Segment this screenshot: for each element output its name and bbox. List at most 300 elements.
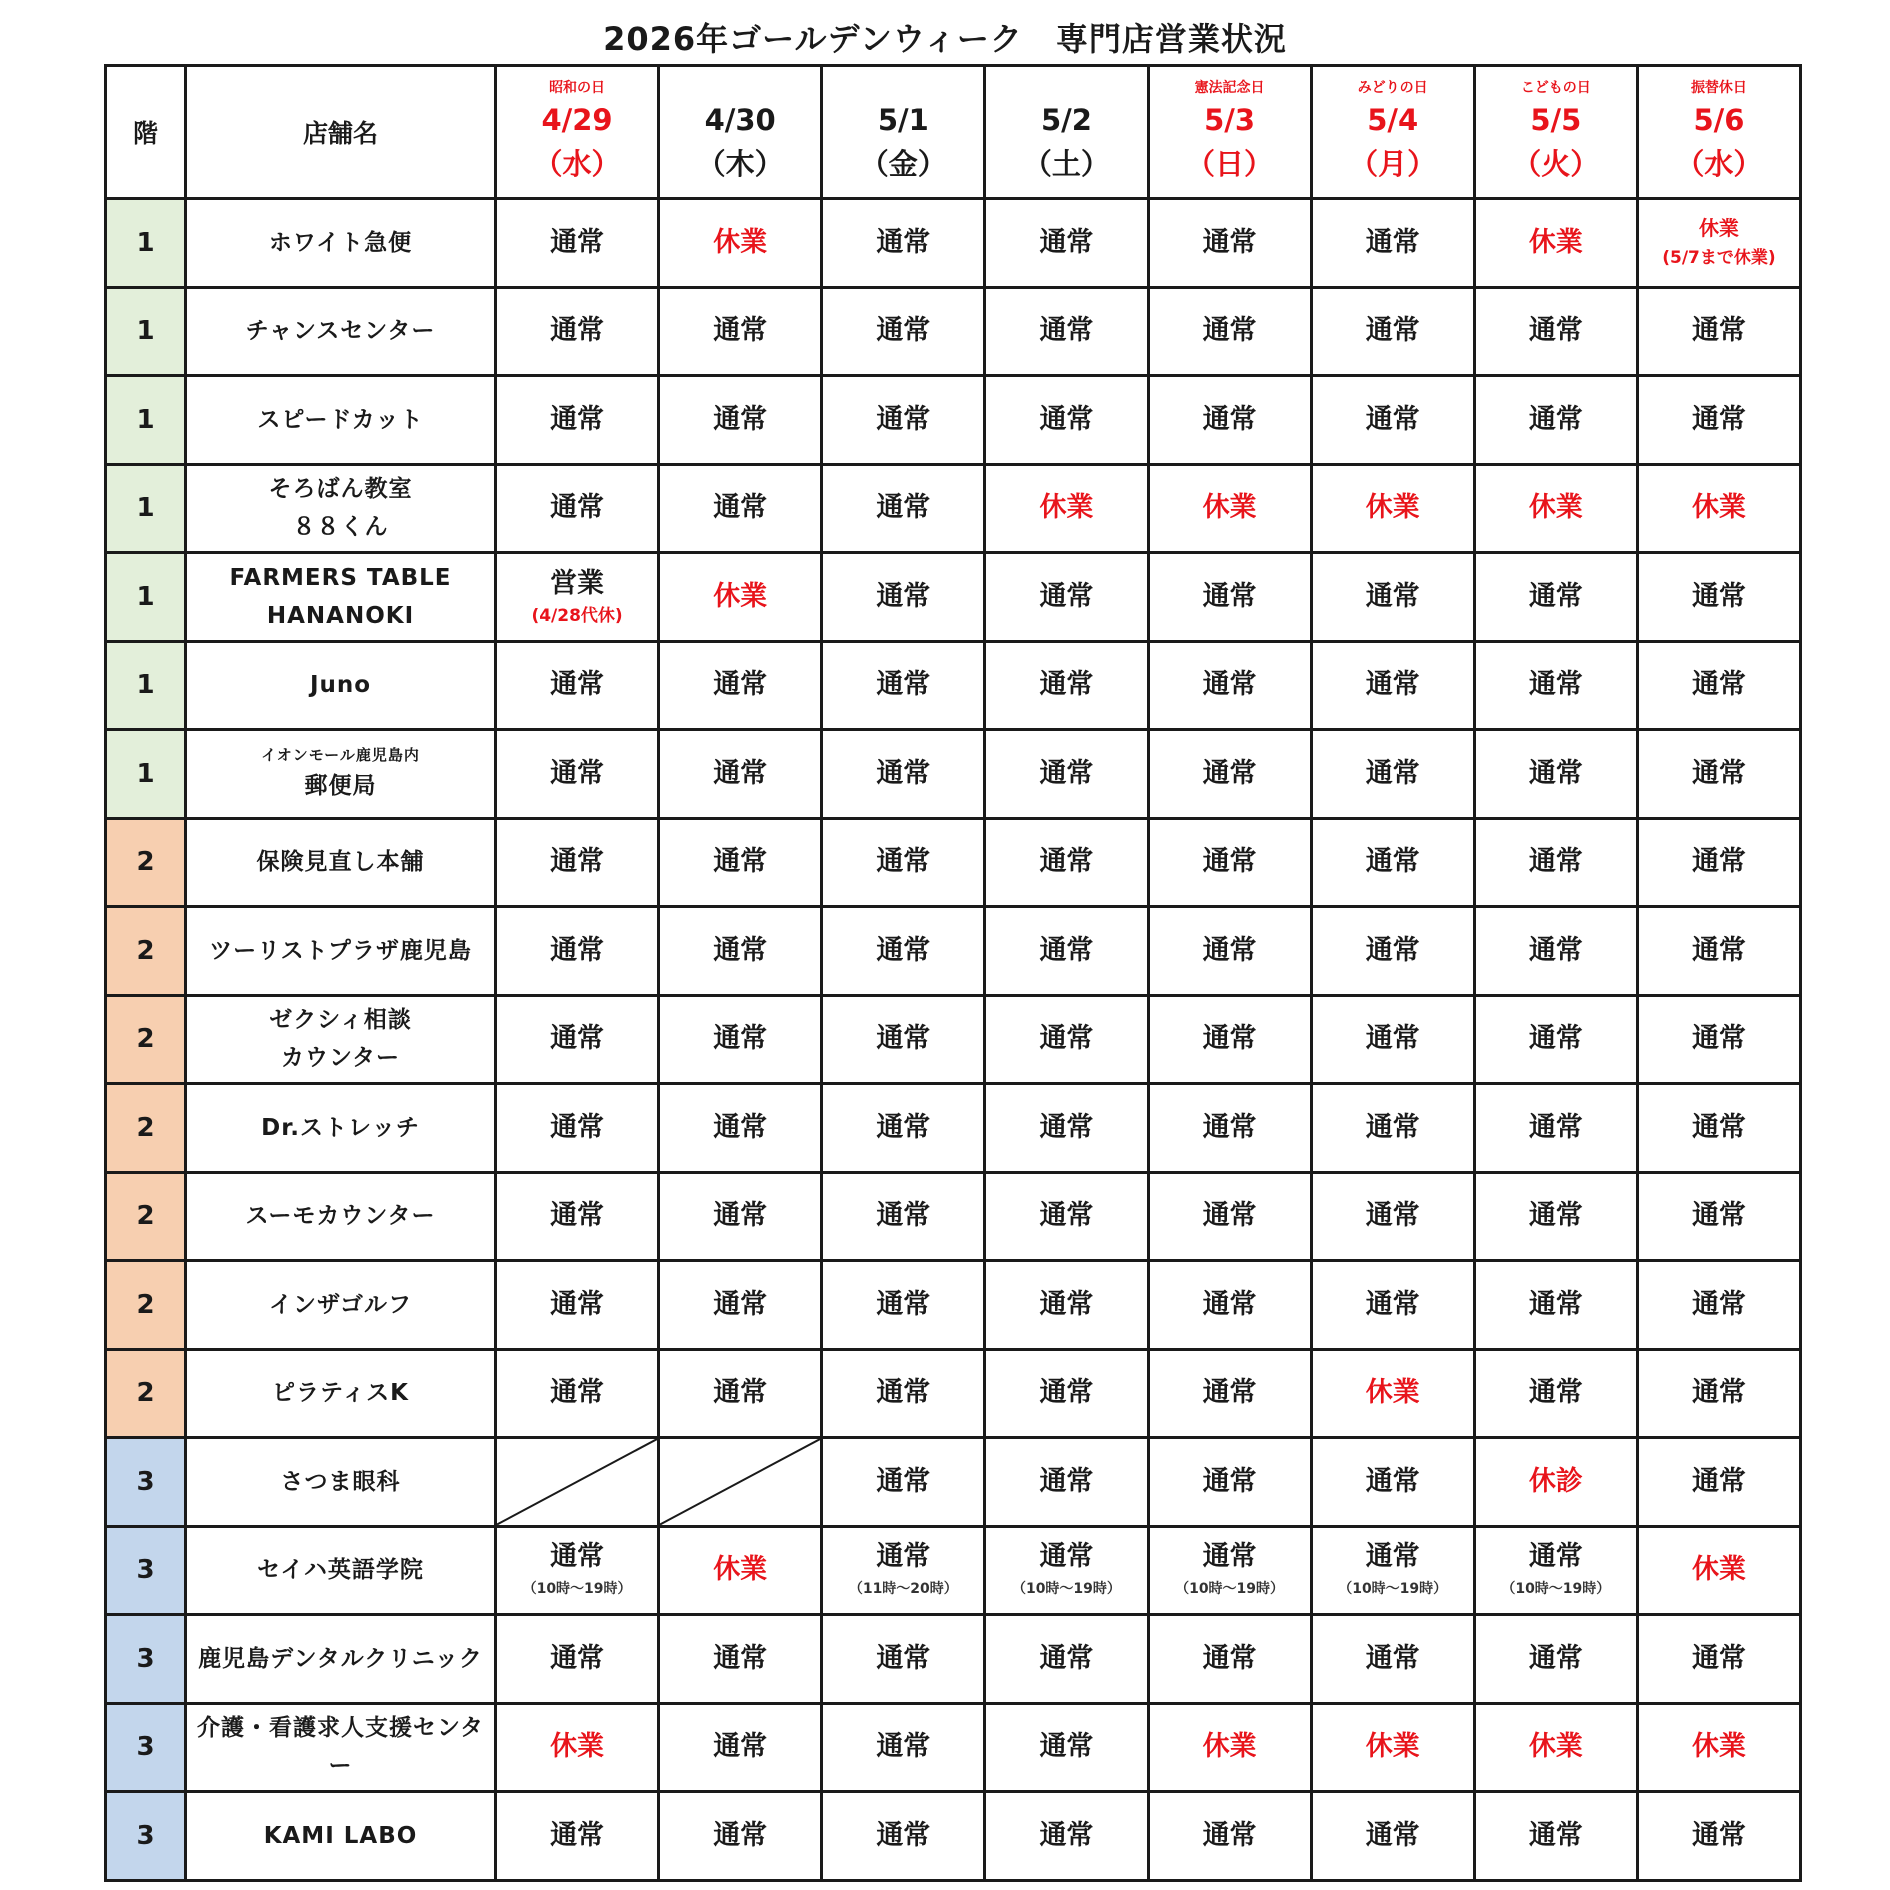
status-cell xyxy=(1474,641,1637,730)
status-text: 通常 xyxy=(876,1023,931,1055)
floor-cell: 3 xyxy=(106,1615,186,1704)
status-cell xyxy=(822,464,985,553)
status-text: 通常 xyxy=(713,1377,768,1409)
floor-cell: 2 xyxy=(106,1349,186,1438)
status-text: 通常 xyxy=(1691,1288,1746,1320)
status-text: 通常 xyxy=(550,1642,605,1674)
status-text: 通常 xyxy=(1202,580,1257,612)
status-text: 通常 xyxy=(1691,846,1746,878)
status-cell xyxy=(822,641,985,730)
status-text: 通常 xyxy=(713,492,768,524)
table-row xyxy=(106,287,1801,376)
floor-cell: 1 xyxy=(106,287,186,376)
status-text: 休業 xyxy=(1691,1731,1746,1763)
status-cell xyxy=(1474,1792,1637,1881)
status-text: 通常 xyxy=(1528,846,1583,878)
status-cell xyxy=(496,464,659,553)
status-cell xyxy=(822,1703,985,1792)
status-text: 通常 xyxy=(1691,669,1746,701)
floor-cell: 1 xyxy=(106,641,186,730)
status-cell xyxy=(985,1438,1148,1527)
status-text: 通常 xyxy=(876,315,931,347)
status-cell xyxy=(822,1261,985,1350)
date-header xyxy=(1148,66,1311,199)
status-text: 通常 xyxy=(1039,669,1094,701)
status-text: 通常 xyxy=(713,1288,768,1320)
status-cell xyxy=(822,1792,985,1881)
status-cell xyxy=(496,1261,659,1350)
store-name-cell xyxy=(186,199,496,288)
page-title: 2026年ゴールデンウィーク 専門店営業状況 xyxy=(603,20,1287,58)
store-name-cell xyxy=(186,1526,496,1615)
store-name-line: 郵便局 xyxy=(304,772,377,799)
status-text: 通常 xyxy=(1039,934,1094,966)
status-cell xyxy=(496,553,659,642)
floor-cell: 3 xyxy=(106,1526,186,1615)
status-note: （10時～19時） xyxy=(1338,1581,1448,1598)
status-cell xyxy=(1148,730,1311,819)
store-name-line: チャンスセンター xyxy=(245,318,436,345)
status-text: 通常 xyxy=(550,1200,605,1232)
table-row xyxy=(106,1172,1801,1261)
status-text: 通常 xyxy=(1039,1642,1094,1674)
status-text: 通常 xyxy=(713,934,768,966)
status-cell xyxy=(822,1349,985,1438)
status-text: 通常 xyxy=(1039,1731,1094,1763)
status-text: 休業 xyxy=(1691,492,1746,524)
status-text: 通常 xyxy=(1365,226,1420,258)
status-text: 通常 xyxy=(1691,1465,1746,1497)
status-text: 通常 xyxy=(1202,1465,1257,1497)
status-text: 通常 xyxy=(1202,1377,1257,1409)
floor-cell: 2 xyxy=(106,995,186,1084)
status-text: 通常 xyxy=(713,846,768,878)
status-text: 通常 xyxy=(876,403,931,435)
status-text: 通常 xyxy=(1039,1377,1094,1409)
status-text: 通常 xyxy=(1365,315,1420,347)
date-label: 5/2 xyxy=(1040,103,1092,137)
status-cell xyxy=(1474,1261,1637,1350)
status-text: 通常 xyxy=(1039,1465,1094,1497)
status-cell xyxy=(1474,1349,1637,1438)
status-cell xyxy=(985,730,1148,819)
status-cell xyxy=(1311,1172,1474,1261)
status-text: 休業 xyxy=(1691,1554,1746,1586)
table-row xyxy=(106,1526,1801,1615)
status-cell xyxy=(659,1615,822,1704)
status-text: 通常 xyxy=(1202,846,1257,878)
status-note: （10時～19時） xyxy=(1011,1581,1121,1598)
status-text: 通常 xyxy=(1202,1541,1257,1573)
store-name-line: イオンモール鹿児島内 xyxy=(261,745,420,764)
status-cell xyxy=(822,199,985,288)
status-text: 通常 xyxy=(1365,1288,1420,1320)
status-text: 通常 xyxy=(876,1288,931,1320)
status-cell xyxy=(1311,1084,1474,1173)
status-text: 通常 xyxy=(1691,1819,1746,1851)
status-text: 通常 xyxy=(1039,1288,1094,1320)
status-text: 通常 xyxy=(550,934,605,966)
status-cell xyxy=(1637,1172,1800,1261)
status-cell xyxy=(1148,1792,1311,1881)
store-name-cell xyxy=(186,907,496,996)
store-name-line: ８８くん xyxy=(292,514,389,541)
status-cell xyxy=(659,1084,822,1173)
store-name-line: インザゴルフ xyxy=(268,1291,413,1318)
status-cell xyxy=(659,287,822,376)
status-cell xyxy=(496,1703,659,1792)
table-row xyxy=(106,199,1801,288)
status-text: 通常 xyxy=(1691,1200,1746,1232)
date-header xyxy=(1637,66,1800,199)
status-text: 通常 xyxy=(550,1288,605,1320)
holiday-label xyxy=(660,79,820,97)
header-row xyxy=(106,66,1801,199)
status-cell xyxy=(1311,1792,1474,1881)
table-row xyxy=(106,376,1801,465)
status-text: 通常 xyxy=(876,757,931,789)
status-text: 通常 xyxy=(1528,1377,1583,1409)
status-cell xyxy=(496,1349,659,1438)
status-text: 通常 xyxy=(1365,403,1420,435)
status-cell xyxy=(985,1526,1148,1615)
status-cell xyxy=(985,1172,1148,1261)
holiday-label: 憲法記念日 xyxy=(1194,80,1265,96)
status-cell xyxy=(1637,1792,1800,1881)
status-cell xyxy=(1311,995,1474,1084)
status-cell xyxy=(1637,1349,1800,1438)
status-text: 休業 xyxy=(1202,1731,1257,1763)
status-cell xyxy=(659,199,822,288)
store-name-line: セイハ英語学院 xyxy=(257,1557,424,1584)
holiday-label: こどもの日 xyxy=(1520,80,1591,96)
status-text: 通常 xyxy=(876,1377,931,1409)
floor-cell: 2 xyxy=(106,1084,186,1173)
status-text: 休業 xyxy=(1365,492,1420,524)
status-cell xyxy=(1148,1703,1311,1792)
date-label: 5/1 xyxy=(877,103,929,137)
status-cell xyxy=(822,1438,985,1527)
floor-cell: 2 xyxy=(106,1172,186,1261)
status-note: （10時～19時） xyxy=(1175,1581,1285,1598)
status-cell xyxy=(496,1172,659,1261)
status-cell xyxy=(1311,1261,1474,1350)
status-text: 通常 xyxy=(1691,1377,1746,1409)
status-cell xyxy=(985,199,1148,288)
status-text: 通常 xyxy=(876,1819,931,1851)
store-name-line: カウンター xyxy=(280,1045,401,1072)
date-header xyxy=(985,66,1148,199)
status-text: 休業 xyxy=(713,226,768,258)
weekday-label: （水） xyxy=(533,147,621,181)
status-cell xyxy=(496,1526,659,1615)
status-text: 通常 xyxy=(550,315,605,347)
status-text: 休業 xyxy=(713,580,768,612)
status-text: 通常 xyxy=(1691,1111,1746,1143)
status-cell xyxy=(985,1084,1148,1173)
status-text: 通常 xyxy=(1202,1819,1257,1851)
status-text: 通常 xyxy=(1365,1642,1420,1674)
status-cell xyxy=(659,907,822,996)
status-text: 通常 xyxy=(876,492,931,524)
floor-cell: 3 xyxy=(106,1703,186,1792)
holiday-label xyxy=(986,79,1146,97)
table-row xyxy=(106,1615,1801,1704)
status-text: 通常 xyxy=(1365,1465,1420,1497)
status-text: 休業 xyxy=(713,1554,768,1586)
status-text: 通常 xyxy=(1528,580,1583,612)
status-text: 通常 xyxy=(1202,1200,1257,1232)
status-text: 通常 xyxy=(550,1023,605,1055)
table-row xyxy=(106,1703,1801,1792)
status-cell xyxy=(659,1349,822,1438)
status-text: 通常 xyxy=(550,669,605,701)
status-cell xyxy=(1637,641,1800,730)
status-cell xyxy=(1474,1703,1637,1792)
status-text: 通常 xyxy=(1528,315,1583,347)
floor-cell: 2 xyxy=(106,818,186,907)
status-cell xyxy=(496,641,659,730)
status-text: 通常 xyxy=(1691,934,1746,966)
status-cell xyxy=(1311,1703,1474,1792)
table-row xyxy=(106,464,1801,553)
status-cell xyxy=(1637,199,1800,288)
status-text: 通常 xyxy=(1528,1023,1583,1055)
date-label: 5/6 xyxy=(1693,103,1745,137)
status-text: 通常 xyxy=(1528,1541,1583,1573)
status-text: 通常 xyxy=(1528,934,1583,966)
floor-cell: 2 xyxy=(106,1261,186,1350)
status-text: 通常 xyxy=(1039,1111,1094,1143)
store-name-cell xyxy=(186,1261,496,1350)
status-text: 通常 xyxy=(1691,580,1746,612)
status-cell xyxy=(1474,199,1637,288)
status-text: 通常 xyxy=(1039,1541,1094,1573)
status-cell xyxy=(1474,818,1637,907)
store-name-line: Juno xyxy=(309,672,372,699)
status-text: 通常 xyxy=(876,1541,931,1573)
status-text: 通常 xyxy=(876,580,931,612)
status-text: 通常 xyxy=(713,1731,768,1763)
status-text: 通常 xyxy=(550,757,605,789)
status-cell xyxy=(822,1615,985,1704)
status-cell xyxy=(659,1172,822,1261)
status-cell xyxy=(985,1261,1148,1350)
weekday-label: （木） xyxy=(696,147,784,181)
status-text: 通常 xyxy=(1528,757,1583,789)
status-cell xyxy=(822,376,985,465)
status-text: 通常 xyxy=(1691,315,1746,347)
date-header xyxy=(496,66,659,199)
status-cell xyxy=(985,641,1148,730)
status-cell xyxy=(496,1615,659,1704)
status-cell xyxy=(1637,1526,1800,1615)
status-cell xyxy=(1474,376,1637,465)
weekday-label: （日） xyxy=(1186,147,1274,181)
status-cell xyxy=(985,287,1148,376)
status-text: 休業 xyxy=(1528,492,1583,524)
status-text: 通常 xyxy=(713,757,768,789)
status-cell xyxy=(659,1703,822,1792)
status-cell xyxy=(1148,1172,1311,1261)
status-cell xyxy=(1637,1261,1800,1350)
status-cell xyxy=(822,818,985,907)
status-text: 通常 xyxy=(876,226,931,258)
status-text: 通常 xyxy=(1528,1642,1583,1674)
status-cell xyxy=(659,641,822,730)
date-header xyxy=(1311,66,1474,199)
status-cell xyxy=(1148,287,1311,376)
date-label: 5/4 xyxy=(1367,103,1419,137)
holiday-label: 昭和の日 xyxy=(549,80,606,96)
status-cell xyxy=(659,730,822,819)
store-name-cell xyxy=(186,818,496,907)
status-text: 通常 xyxy=(1202,934,1257,966)
status-cell xyxy=(985,464,1148,553)
status-text: 通常 xyxy=(1202,1023,1257,1055)
weekday-label: （土） xyxy=(1022,147,1110,181)
status-cell xyxy=(985,995,1148,1084)
status-text: 通常 xyxy=(713,315,768,347)
status-text: 通常 xyxy=(1202,1111,1257,1143)
weekday-label: （月） xyxy=(1349,147,1437,181)
status-cell xyxy=(1311,730,1474,819)
status-cell xyxy=(1311,287,1474,376)
status-text: 通常 xyxy=(1039,1023,1094,1055)
status-cell xyxy=(1148,907,1311,996)
status-text: 通常 xyxy=(713,1819,768,1851)
status-text: 通常 xyxy=(550,226,605,258)
status-cell xyxy=(1637,1615,1800,1704)
status-cell xyxy=(985,818,1148,907)
status-cell xyxy=(1311,199,1474,288)
status-cell xyxy=(1474,1172,1637,1261)
weekday-label: （水） xyxy=(1675,147,1763,181)
status-cell xyxy=(1148,1261,1311,1350)
status-cell xyxy=(1148,1349,1311,1438)
status-cell xyxy=(985,1792,1148,1881)
status-cell xyxy=(659,464,822,553)
status-cell xyxy=(496,730,659,819)
status-cell xyxy=(1148,995,1311,1084)
status-text: 休診 xyxy=(1528,1465,1583,1497)
status-note: (5/7まで休業) xyxy=(1662,247,1776,268)
status-cell xyxy=(822,553,985,642)
floor-cell: 1 xyxy=(106,553,186,642)
status-cell xyxy=(1148,1615,1311,1704)
status-cell xyxy=(985,1615,1148,1704)
status-text: 通常 xyxy=(550,846,605,878)
status-text: 通常 xyxy=(876,934,931,966)
status-cell xyxy=(1637,287,1800,376)
status-cell xyxy=(1637,553,1800,642)
status-cell xyxy=(822,907,985,996)
floor-cell: 1 xyxy=(106,730,186,819)
status-cell xyxy=(1148,1438,1311,1527)
status-text: 通常 xyxy=(1202,757,1257,789)
status-cell xyxy=(1311,1349,1474,1438)
status-text: 通常 xyxy=(550,1377,605,1409)
status-cell xyxy=(1637,730,1800,819)
floor-cell: 1 xyxy=(106,199,186,288)
store-name-line: 介護・看護求人支援センター xyxy=(196,1715,485,1780)
status-text: 通常 xyxy=(876,1465,931,1497)
status-text: 通常 xyxy=(1202,226,1257,258)
status-text: 通常 xyxy=(1365,1819,1420,1851)
status-cell xyxy=(1637,907,1800,996)
status-text: 休業 xyxy=(1365,1377,1420,1409)
store-name-cell xyxy=(186,553,496,642)
status-text: 通常 xyxy=(1202,1642,1257,1674)
status-text: 通常 xyxy=(713,403,768,435)
not-applicable-cell xyxy=(659,1438,822,1527)
date-label: 5/3 xyxy=(1204,103,1256,137)
status-cell xyxy=(1637,464,1800,553)
status-cell xyxy=(822,287,985,376)
status-cell xyxy=(822,995,985,1084)
status-cell xyxy=(496,199,659,288)
table-row xyxy=(106,730,1801,819)
store-name-line: スーモカウンター xyxy=(245,1203,436,1230)
status-text: 通常 xyxy=(1528,1200,1583,1232)
store-name-cell xyxy=(186,464,496,553)
store-name-cell xyxy=(186,1792,496,1881)
status-cell xyxy=(985,1349,1148,1438)
status-cell xyxy=(1148,376,1311,465)
store-name-cell xyxy=(186,287,496,376)
table-row xyxy=(106,818,1801,907)
status-cell xyxy=(1637,1703,1800,1792)
store-name-line: FARMERS TABLE xyxy=(229,564,452,591)
status-cell xyxy=(1637,1438,1800,1527)
store-name-line: ツーリストプラザ鹿児島 xyxy=(209,937,472,964)
floor-cell: 2 xyxy=(106,907,186,996)
store-name-cell xyxy=(186,995,496,1084)
status-cell xyxy=(1311,464,1474,553)
store-name-line: そろばん教室 xyxy=(268,476,413,503)
status-table xyxy=(104,64,1802,1882)
status-text: 通常 xyxy=(1528,1819,1583,1851)
status-cell xyxy=(659,995,822,1084)
status-cell xyxy=(1311,907,1474,996)
table-row xyxy=(106,907,1801,996)
status-text: 通常 xyxy=(1039,1819,1094,1851)
status-text: 通常 xyxy=(550,1111,605,1143)
status-cell xyxy=(496,907,659,996)
status-text: 通常 xyxy=(1202,315,1257,347)
store-name-cell xyxy=(186,376,496,465)
status-text: 通常 xyxy=(713,1200,768,1232)
floor-cell: 3 xyxy=(106,1792,186,1881)
store-name-cell xyxy=(186,1349,496,1438)
status-text: 通常 xyxy=(876,669,931,701)
table-row xyxy=(106,1792,1801,1881)
status-cell xyxy=(659,553,822,642)
status-text: 通常 xyxy=(876,1200,931,1232)
status-text: 休業 xyxy=(1365,1731,1420,1763)
status-cell xyxy=(1474,730,1637,819)
diagonal-slash-icon xyxy=(660,1439,820,1525)
store-name-line: ピラティスK xyxy=(272,1380,409,1407)
status-note: (4/28代休) xyxy=(531,605,623,626)
status-cell xyxy=(1637,995,1800,1084)
status-cell xyxy=(1311,553,1474,642)
status-cell xyxy=(985,553,1148,642)
status-text: 通常 xyxy=(1039,757,1094,789)
status-cell xyxy=(659,1792,822,1881)
status-cell xyxy=(1148,1084,1311,1173)
status-cell xyxy=(659,1526,822,1615)
